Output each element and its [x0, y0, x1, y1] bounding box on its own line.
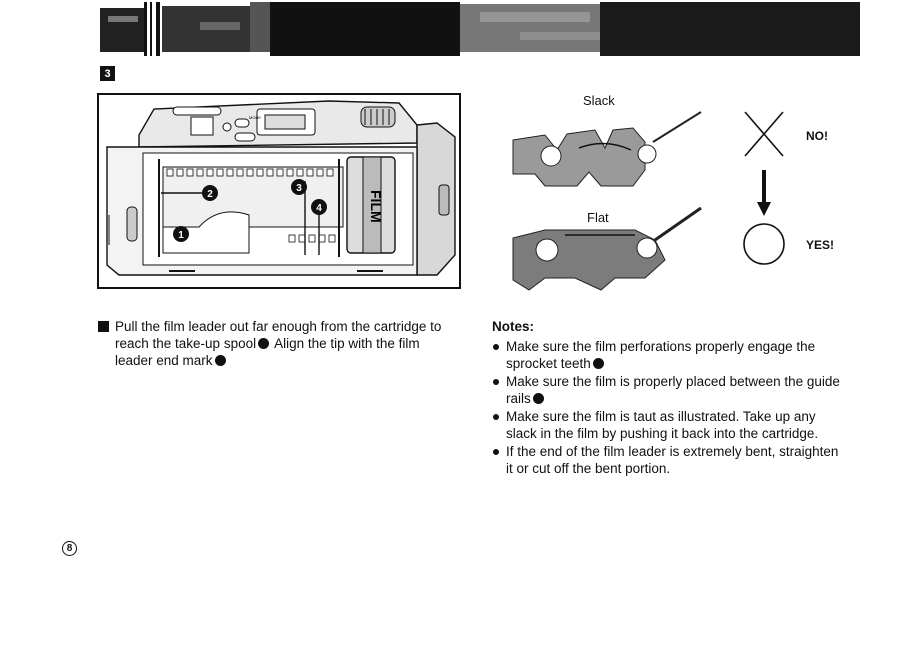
slack-label: Slack: [583, 93, 615, 108]
note-item: [492, 373, 862, 408]
notes-section: [492, 318, 862, 478]
camera-illustration: [97, 93, 461, 289]
bullet-dot-icon: [215, 355, 226, 366]
callout-2: 2: [207, 189, 213, 200]
note-item: [492, 338, 862, 373]
header-band: [100, 2, 860, 56]
film-text: FILM: [368, 190, 384, 223]
step-square-icon: [98, 321, 109, 332]
note-1-line-2: sprocket teeth: [506, 356, 591, 371]
note-2-line-2: rails: [506, 391, 531, 406]
no-label: NO!: [806, 129, 828, 143]
note-2-line-1: Make sure the film is properly placed between the guide: [506, 373, 840, 389]
instruction-line-3: leader end mark: [115, 353, 213, 368]
bullet-dot-icon: [593, 358, 604, 369]
bullet-dot-icon: [533, 393, 544, 404]
flat-label: Flat: [587, 210, 609, 225]
bullet-dot-icon: [258, 338, 269, 349]
page-number: 8: [62, 541, 77, 556]
callout-3: 3: [296, 183, 302, 194]
note-3-line-1: Make sure the film is taut as illustrated. Take up any: [506, 408, 816, 424]
callout-4: 4: [316, 203, 322, 214]
note-4-line-2: it or cut off the bent portion.: [506, 461, 671, 476]
note-4-line-1: If the end of the film leader is extremely bent, straighten: [506, 443, 839, 459]
note-1-line-1: Make sure the film perforations properly engage the: [506, 338, 816, 354]
note-item: [492, 443, 862, 478]
yes-label: YES!: [806, 238, 835, 252]
note-item: [492, 408, 862, 443]
camera-drawing: [99, 95, 459, 287]
step-marker: 3: [100, 66, 115, 81]
callout-1: 1: [178, 230, 184, 241]
note-3-line-2: slack in the film by pushing it back into the cartridge.: [506, 426, 819, 441]
mode-text: MODE: [249, 115, 261, 120]
sprocket-diagram: [505, 90, 865, 305]
instruction-line-2b: Align the tip with the film: [274, 336, 420, 351]
notes-title: Notes:: [492, 319, 535, 334]
instruction-text: [98, 318, 458, 369]
instruction-line-2a: reach the take-up spool: [115, 336, 257, 351]
instruction-line-1: Pull the film leader out far enough from the cartridge to: [115, 319, 442, 334]
